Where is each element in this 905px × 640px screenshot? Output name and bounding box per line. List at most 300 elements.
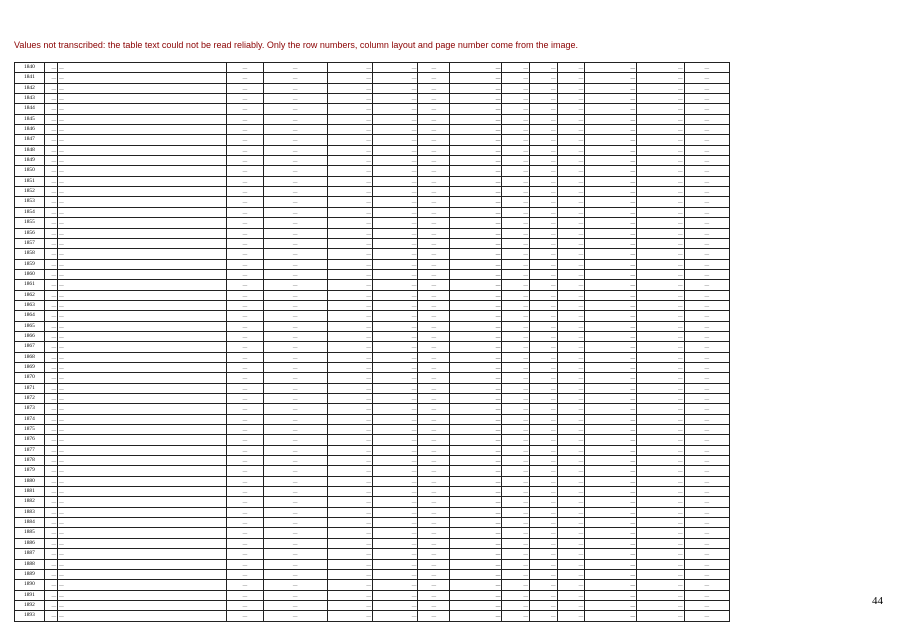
row-id-cell: 1848 [15,145,45,155]
year-cell: — [227,311,263,321]
area-living-cell: — [373,362,418,372]
zero-cell-3: — [557,197,585,207]
table-row [15,528,730,538]
table-row [15,280,730,290]
year-cell: — [227,104,263,114]
date-cell: — [684,352,729,362]
area-living-cell: — [373,249,418,259]
row-seq-cell: — [44,435,57,445]
zero-cell-1: — [502,600,530,610]
date-cell: — [684,269,729,279]
row-seq-cell: — [44,207,57,217]
material-cell: — [263,197,327,207]
row-id-cell: 1849 [15,156,45,166]
area-living-cell: — [373,300,418,310]
year-cell: — [227,145,263,155]
value-cell: — [637,321,685,331]
date-cell: — [684,94,729,104]
row-id-cell: 1878 [15,456,45,466]
zero-cell-3: — [557,73,585,83]
zero-cell-3: — [557,145,585,155]
zero-cell-1: — [502,445,530,455]
material-cell: — [263,280,327,290]
zero-cell-2: — [529,311,557,321]
table-row [15,300,730,310]
material-cell: — [263,611,327,621]
zero-cell-1: — [502,238,530,248]
apartments-cell: — [418,580,450,590]
zero-cell-1: — [502,590,530,600]
material-cell: — [263,456,327,466]
year-cell: — [227,425,263,435]
value-cell: — [637,269,685,279]
row-seq-cell: — [44,549,57,559]
row-id-cell: 1854 [15,207,45,217]
zero-cell-3: — [557,207,585,217]
zero-cell-1: — [502,549,530,559]
row-id-cell: 1863 [15,300,45,310]
value-cell: — [637,600,685,610]
address-cell: — [58,383,227,393]
material-cell: — [263,135,327,145]
value-cell: — [637,549,685,559]
apartments-cell: — [418,487,450,497]
zero-cell-3: — [557,104,585,114]
row-id-cell: 1886 [15,538,45,548]
year-cell: — [227,114,263,124]
material-cell: — [263,145,327,155]
zero-cell-2: — [529,569,557,579]
zero-cell-1: — [502,176,530,186]
address-cell: — [58,590,227,600]
date-cell: — [684,559,729,569]
area-total-cell: — [327,590,372,600]
table-row [15,569,730,579]
date-cell: — [684,166,729,176]
zero-cell-3: — [557,156,585,166]
area-total-cell: — [327,569,372,579]
address-cell: — [58,373,227,383]
value-cell: — [637,590,685,600]
area-living-cell: — [373,559,418,569]
value-cell: — [637,425,685,435]
zero-cell-1: — [502,73,530,83]
zero-cell-2: — [529,269,557,279]
row-id-cell: 1861 [15,280,45,290]
area-total-cell: — [327,497,372,507]
row-seq-cell: — [44,414,57,424]
row-seq-cell: — [44,145,57,155]
table-row [15,394,730,404]
year-cell: — [227,611,263,621]
material-cell: — [263,187,327,197]
area-total-cell: — [327,445,372,455]
area-total-cell: — [327,518,372,528]
area-total-cell: — [327,145,372,155]
date-cell: — [684,290,729,300]
date-cell: — [684,249,729,259]
zero-cell-3: — [557,559,585,569]
value-cell: — [637,83,685,93]
value-cell: — [637,383,685,393]
area-total-cell: — [327,166,372,176]
zero-cell-2: — [529,114,557,124]
area-living-cell: — [373,259,418,269]
value-cell: — [637,249,685,259]
row-id-cell: 1856 [15,228,45,238]
value-cell: — [637,559,685,569]
year-cell: — [227,63,263,73]
table-row [15,83,730,93]
zero-cell-3: — [557,600,585,610]
address-cell: — [58,125,227,135]
date-cell: — [684,476,729,486]
material-cell: — [263,290,327,300]
date-cell: — [684,383,729,393]
address-cell: — [58,362,227,372]
row-id-cell: 1868 [15,352,45,362]
amount-cell: — [450,218,502,228]
date-cell: — [684,466,729,476]
value-cell: — [637,497,685,507]
material-cell: — [263,166,327,176]
apartments-cell: — [418,321,450,331]
zero-cell-2: — [529,63,557,73]
amount-total-cell: — [585,207,637,217]
table-row [15,518,730,528]
area-living-cell: — [373,569,418,579]
amount-cell: — [450,600,502,610]
material-cell: — [263,580,327,590]
area-living-cell: — [373,280,418,290]
amount-cell: — [450,559,502,569]
amount-cell: — [450,104,502,114]
zero-cell-1: — [502,528,530,538]
material-cell: — [263,425,327,435]
apartments-cell: — [418,476,450,486]
row-id-cell: 1893 [15,611,45,621]
area-living-cell: — [373,352,418,362]
area-total-cell: — [327,538,372,548]
row-seq-cell: — [44,507,57,517]
zero-cell-3: — [557,362,585,372]
address-cell: — [58,456,227,466]
amount-total-cell: — [585,187,637,197]
zero-cell-2: — [529,73,557,83]
material-cell: — [263,73,327,83]
zero-cell-2: — [529,414,557,424]
year-cell: — [227,197,263,207]
amount-total-cell: — [585,549,637,559]
row-seq-cell: — [44,497,57,507]
amount-cell: — [450,94,502,104]
row-seq-cell: — [44,394,57,404]
material-cell: — [263,352,327,362]
address-cell: — [58,507,227,517]
value-cell: — [637,507,685,517]
row-id-cell: 1866 [15,331,45,341]
table-row [15,497,730,507]
amount-total-cell: — [585,156,637,166]
zero-cell-1: — [502,166,530,176]
apartments-cell: — [418,394,450,404]
zero-cell-2: — [529,487,557,497]
material-cell: — [263,383,327,393]
zero-cell-2: — [529,549,557,559]
date-cell: — [684,394,729,404]
area-total-cell: — [327,73,372,83]
date-cell: — [684,311,729,321]
apartments-cell: — [418,249,450,259]
apartments-cell: — [418,156,450,166]
value-cell: — [637,176,685,186]
row-id-cell: 1883 [15,507,45,517]
material-cell: — [263,538,327,548]
value-cell: — [637,94,685,104]
address-cell: — [58,135,227,145]
zero-cell-2: — [529,476,557,486]
amount-total-cell: — [585,238,637,248]
zero-cell-3: — [557,342,585,352]
year-cell: — [227,435,263,445]
zero-cell-3: — [557,300,585,310]
row-seq-cell: — [44,383,57,393]
zero-cell-2: — [529,611,557,621]
zero-cell-2: — [529,207,557,217]
amount-cell: — [450,290,502,300]
material-cell: — [263,394,327,404]
table-row [15,342,730,352]
row-id-cell: 1845 [15,114,45,124]
amount-total-cell: — [585,394,637,404]
zero-cell-2: — [529,466,557,476]
value-cell: — [637,63,685,73]
area-living-cell: — [373,207,418,217]
amount-total-cell: — [585,197,637,207]
area-total-cell: — [327,83,372,93]
area-total-cell: — [327,197,372,207]
zero-cell-3: — [557,269,585,279]
zero-cell-2: — [529,362,557,372]
address-cell: — [58,166,227,176]
zero-cell-2: — [529,528,557,538]
area-living-cell: — [373,590,418,600]
year-cell: — [227,290,263,300]
apartments-cell: — [418,611,450,621]
row-seq-cell: — [44,73,57,83]
row-seq-cell: — [44,466,57,476]
amount-total-cell: — [585,611,637,621]
apartments-cell: — [418,445,450,455]
address-cell: — [58,63,227,73]
date-cell: — [684,569,729,579]
apartments-cell: — [418,300,450,310]
material-cell: — [263,487,327,497]
area-living-cell: — [373,290,418,300]
row-id-cell: 1891 [15,590,45,600]
material-cell: — [263,269,327,279]
zero-cell-3: — [557,476,585,486]
amount-total-cell: — [585,487,637,497]
apartments-cell: — [418,166,450,176]
amount-cell: — [450,125,502,135]
value-cell: — [637,487,685,497]
zero-cell-1: — [502,104,530,114]
row-id-cell: 1874 [15,414,45,424]
area-living-cell: — [373,321,418,331]
apartments-cell: — [418,538,450,548]
amount-total-cell: — [585,321,637,331]
table-row [15,466,730,476]
value-cell: — [637,456,685,466]
row-seq-cell: — [44,228,57,238]
row-id-cell: 1844 [15,104,45,114]
table-row [15,73,730,83]
zero-cell-2: — [529,507,557,517]
area-living-cell: — [373,83,418,93]
apartments-cell: — [418,104,450,114]
amount-total-cell: — [585,176,637,186]
value-cell: — [637,394,685,404]
area-total-cell: — [327,487,372,497]
row-id-cell: 1862 [15,290,45,300]
area-total-cell: — [327,187,372,197]
amount-total-cell: — [585,228,637,238]
amount-total-cell: — [585,559,637,569]
amount-total-cell: — [585,466,637,476]
area-total-cell: — [327,259,372,269]
date-cell: — [684,528,729,538]
zero-cell-2: — [529,156,557,166]
area-living-cell: — [373,611,418,621]
zero-cell-3: — [557,466,585,476]
material-cell: — [263,476,327,486]
zero-cell-1: — [502,187,530,197]
amount-cell: — [450,197,502,207]
row-seq-cell: — [44,487,57,497]
area-total-cell: — [327,238,372,248]
amount-cell: — [450,352,502,362]
amount-total-cell: — [585,362,637,372]
zero-cell-2: — [529,280,557,290]
zero-cell-3: — [557,425,585,435]
date-cell: — [684,414,729,424]
table-row [15,249,730,259]
year-cell: — [227,269,263,279]
area-total-cell: — [327,156,372,166]
zero-cell-1: — [502,269,530,279]
zero-cell-1: — [502,559,530,569]
zero-cell-3: — [557,507,585,517]
material-cell: — [263,518,327,528]
amount-total-cell: — [585,114,637,124]
zero-cell-1: — [502,538,530,548]
apartments-cell: — [418,383,450,393]
date-cell: — [684,456,729,466]
table-row [15,331,730,341]
apartments-cell: — [418,331,450,341]
amount-total-cell: — [585,342,637,352]
row-seq-cell: — [44,362,57,372]
zero-cell-3: — [557,166,585,176]
value-cell: — [637,166,685,176]
address-cell: — [58,228,227,238]
row-id-cell: 1850 [15,166,45,176]
address-cell: — [58,600,227,610]
material-cell: — [263,300,327,310]
year-cell: — [227,507,263,517]
area-living-cell: — [373,394,418,404]
zero-cell-1: — [502,114,530,124]
row-id-cell: 1859 [15,259,45,269]
row-id-cell: 1884 [15,518,45,528]
row-seq-cell: — [44,114,57,124]
apartments-cell: — [418,280,450,290]
material-cell: — [263,156,327,166]
table-row [15,373,730,383]
area-living-cell: — [373,269,418,279]
material-cell: — [263,259,327,269]
zero-cell-2: — [529,94,557,104]
row-id-cell: 1867 [15,342,45,352]
date-cell: — [684,362,729,372]
amount-cell: — [450,549,502,559]
zero-cell-1: — [502,497,530,507]
area-living-cell: — [373,507,418,517]
row-id-cell: 1840 [15,63,45,73]
area-living-cell: — [373,238,418,248]
table-container [14,40,730,622]
table-row [15,425,730,435]
apartments-cell: — [418,63,450,73]
amount-cell: — [450,611,502,621]
amount-total-cell: — [585,435,637,445]
apartments-cell: — [418,94,450,104]
area-total-cell: — [327,321,372,331]
zero-cell-1: — [502,197,530,207]
area-total-cell: — [327,176,372,186]
amount-cell: — [450,342,502,352]
year-cell: — [227,549,263,559]
year-cell: — [227,125,263,135]
area-living-cell: — [373,518,418,528]
value-cell: — [637,528,685,538]
zero-cell-1: — [502,487,530,497]
value-cell: — [637,538,685,548]
table-row [15,590,730,600]
amount-total-cell: — [585,352,637,362]
year-cell: — [227,383,263,393]
apartments-cell: — [418,528,450,538]
zero-cell-2: — [529,218,557,228]
area-total-cell: — [327,580,372,590]
amount-cell: — [450,300,502,310]
year-cell: — [227,590,263,600]
year-cell: — [227,580,263,590]
row-id-cell: 1892 [15,600,45,610]
material-cell: — [263,435,327,445]
area-living-cell: — [373,187,418,197]
amount-total-cell: — [585,497,637,507]
table-row [15,507,730,517]
value-cell: — [637,373,685,383]
material-cell: — [263,569,327,579]
table-row [15,549,730,559]
area-total-cell: — [327,280,372,290]
area-total-cell: — [327,466,372,476]
apartments-cell: — [418,414,450,424]
table-row [15,435,730,445]
